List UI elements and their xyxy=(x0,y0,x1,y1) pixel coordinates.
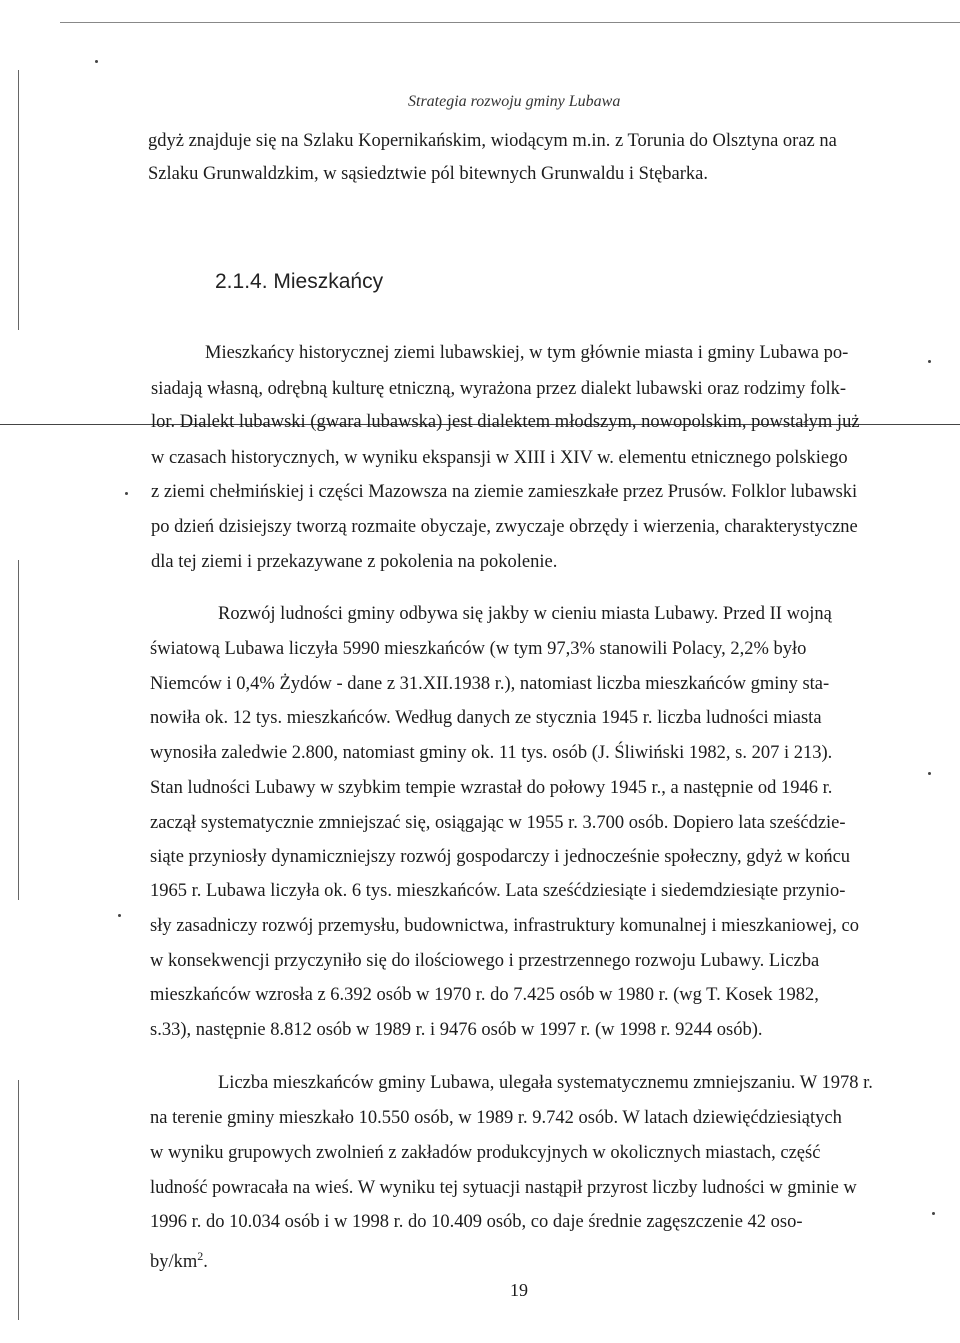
text-line: po dzień dzisiejszy tworzą rozmaite obyczaje, zwyczaje obrzędy i wierzenia, charakterystyczne xyxy=(151,517,858,537)
text-fragment: by/km xyxy=(150,1252,198,1273)
final-period: . xyxy=(203,1252,208,1273)
scan-speck xyxy=(928,772,931,775)
text-line: nowiła ok. 12 tys. mieszkańców. Według danych ze stycznia 1945 r. liczba ludności miasta xyxy=(150,708,822,728)
text-line: na terenie gminy mieszkało 10.550 osób, w 1989 r. 9.742 osób. W latach dziewięćdziesiątych xyxy=(150,1108,842,1128)
text-line: Niemców i 0,4% Żydów - dane z 31.XII.1938 r.), natomiast liczba mieszkańców gminy sta- xyxy=(150,674,830,694)
text-line: Liczba mieszkańców gminy Lubawa, ulegała systematycznemu zmniejszaniu. W 1978 r. xyxy=(218,1073,873,1093)
text-line: zaczął systematycznie zmniejszać się, osiągając w 1955 r. 3.700 osób. Dopiero lata sześćdzie- xyxy=(150,813,846,833)
text-line: Szlaku Grunwaldzkim, w sąsiedztwie pól bitewnych Grunwaldu i Stębarka. xyxy=(148,164,709,184)
margin-bracket xyxy=(18,70,25,330)
text-line: 1996 r. do 10.034 osób i w 1998 r. do 10.409 osób, co daje średnie zagęszczenie 42 oso- xyxy=(150,1212,803,1232)
text-line: wynosiła zaledwie 2.800, natomiast gminy ok. 11 tys. osób (J. Śliwiński 1982, s. 207 i 213). xyxy=(150,743,833,763)
superscript-exponent: 2 xyxy=(197,1249,204,1263)
running-header: Strategia rozwoju gminy Lubawa xyxy=(408,93,621,110)
text-line: gdyż znajduje się na Szlaku Kopernikańskim, wiodącym m.in. z Torunia do Olsztyna oraz na xyxy=(148,131,837,151)
text-line: z ziemi chełmińskiej i części Mazowsza na ziemie zamieszkałe przez Prusów. Folklor lubawski xyxy=(151,482,858,502)
scan-speck xyxy=(125,492,128,495)
scan-speck xyxy=(118,914,121,917)
text-line: dla tej ziemi i przekazywane z pokolenia na pokolenie. xyxy=(151,552,558,572)
margin-bracket xyxy=(18,560,25,900)
page-number: 19 xyxy=(510,1280,528,1300)
text-line: ludność powracała na wieś. W wyniku tej sytuacji nastąpił przyrost liczby ludności w gminie w xyxy=(150,1178,857,1198)
text-line: lor. Dialekt lubawski (gwara lubawska) jest dialektem młodszym, nowopolskim, powstałym już xyxy=(151,412,860,432)
text-line: siąte przyniosły dynamiczniejszy rozwój gospodarczy i jednocześnie społeczny, gdyż w końcu xyxy=(150,847,851,867)
text-line: światową Lubawa liczyła 5990 mieszkańców (w tym 97,3% stanowili Polacy, 2,2% było xyxy=(150,639,807,659)
margin-bracket xyxy=(18,1080,25,1320)
text-line: Rozwój ludności gminy odbywa się jakby w cieniu miasta Lubawy. Przed II wojną xyxy=(218,604,832,624)
text-line: siadają własną, odrębną kulturę etniczną, wyrażona przez dialekt lubawski oraz rodzimy folk- xyxy=(151,379,847,399)
scan-speck xyxy=(932,1212,935,1215)
text-line: Mieszkańcy historycznej ziemi lubawskiej, w tym głównie miasta i gminy Lubawa po- xyxy=(205,343,849,363)
scan-speck xyxy=(928,360,931,363)
text-line: w wyniku grupowych zwolnień z zakładów produkcyjnych w okolicznych miastach, część xyxy=(150,1143,821,1163)
text-line: mieszkańców wzrosła z 6.392 osób w 1970 r. do 7.425 osób w 1980 r. (wg T. Kosek 1982, xyxy=(150,985,819,1005)
text-line: s.33), następnie 8.812 osób w 1989 r. i 9476 osób w 1997 r. (w 1998 r. 9244 osób). xyxy=(150,1020,763,1040)
section-heading: 2.1.4. Mieszkańcy xyxy=(215,270,384,293)
scan-speck xyxy=(95,60,98,63)
text-line: 1965 r. Lubawa liczyła ok. 6 tys. mieszkańców. Lata sześćdziesiąte i siedemdziesiąte przynio- xyxy=(150,881,846,901)
text-line: sły zasadniczy rozwój przemysłu, budownictwa, infrastruktury komunalnej i mieszkaniowej, co xyxy=(150,916,859,936)
text-line: w czasach historycznych, w wyniku ekspansji w XIII i XIV w. elementu etnicznego polskiego xyxy=(151,448,848,468)
text-line-last xyxy=(150,1244,208,1274)
top-scan-line xyxy=(60,22,960,23)
text-line: w konsekwencji przyczyniło się do ilościowego i przestrzennego rozwoju Lubawy. Liczba xyxy=(150,951,820,971)
text-line: Stan ludności Lubawy w szybkim tempie wzrastał do połowy 1945 r., a następnie od 1946 r. xyxy=(150,778,833,798)
